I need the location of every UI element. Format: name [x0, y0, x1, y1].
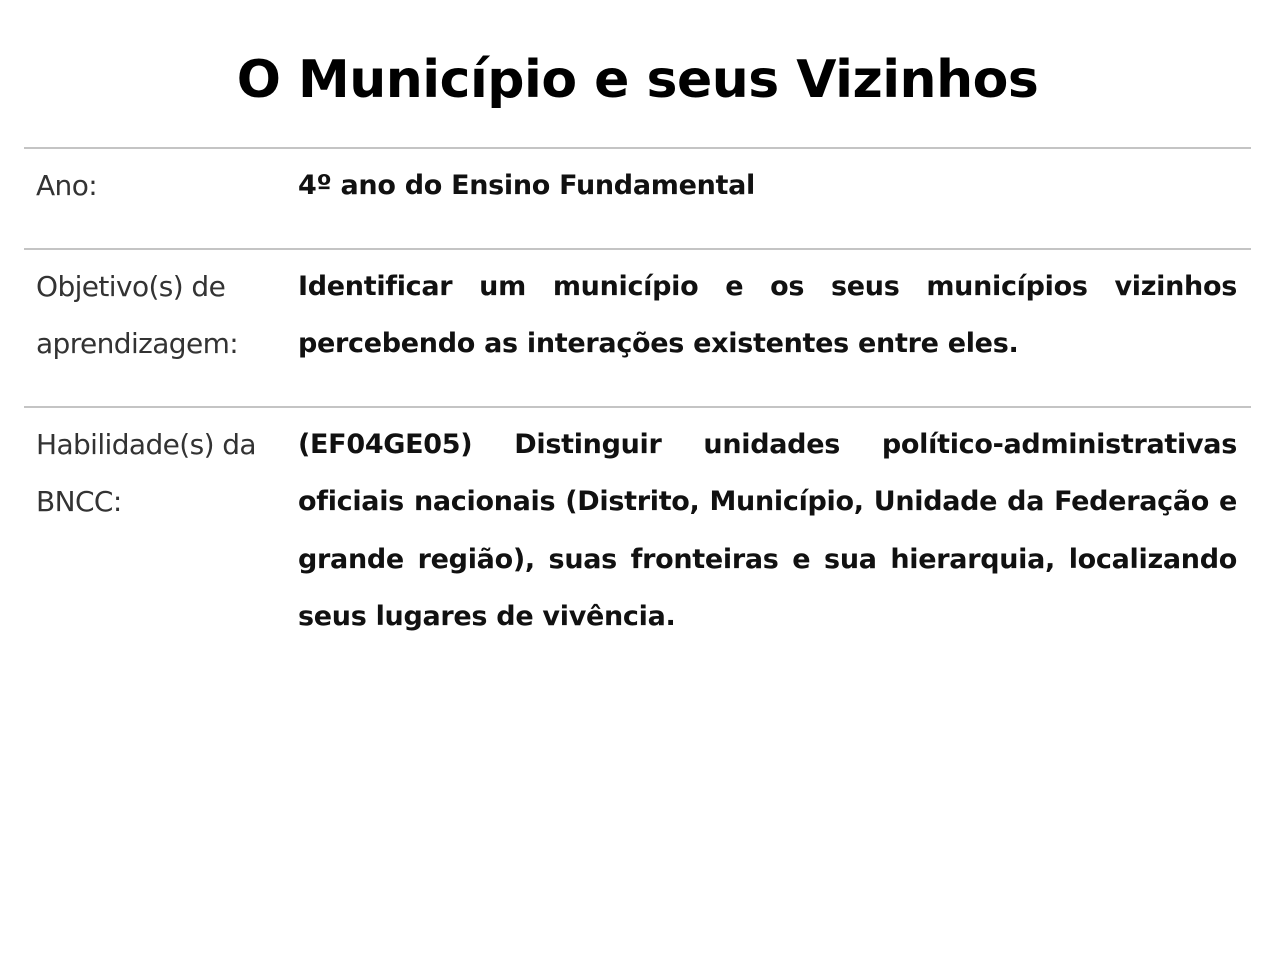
row-ano [24, 148, 1251, 249]
ano-value: 4º ano do Ensino Fundamental [298, 170, 755, 201]
row-objetivo [24, 249, 1251, 407]
habilidade-label: Habilidade(s) da BNCC: [36, 427, 256, 518]
ano-label: Ano: [36, 169, 98, 202]
lesson-info-table [24, 147, 1251, 656]
objetivo-value: Identificar um município e os seus municípios vizinhos percebendo as interações existentes entre eles. [298, 270, 1237, 359]
row-habilidade [24, 407, 1251, 656]
objetivo-label: Objetivo(s) de aprendizagem: [36, 269, 239, 360]
page-title: O Município e seus Vizinhos [236, 50, 1039, 110]
habilidade-value: (EF04GE05) Distinguir unidades político-administrativas oficiais nacionais (Distrito, Município, Unidade da Federação e grande região), suas fronteiras e sua hierarquia, localizando seus lugares de vivência. [298, 428, 1237, 632]
